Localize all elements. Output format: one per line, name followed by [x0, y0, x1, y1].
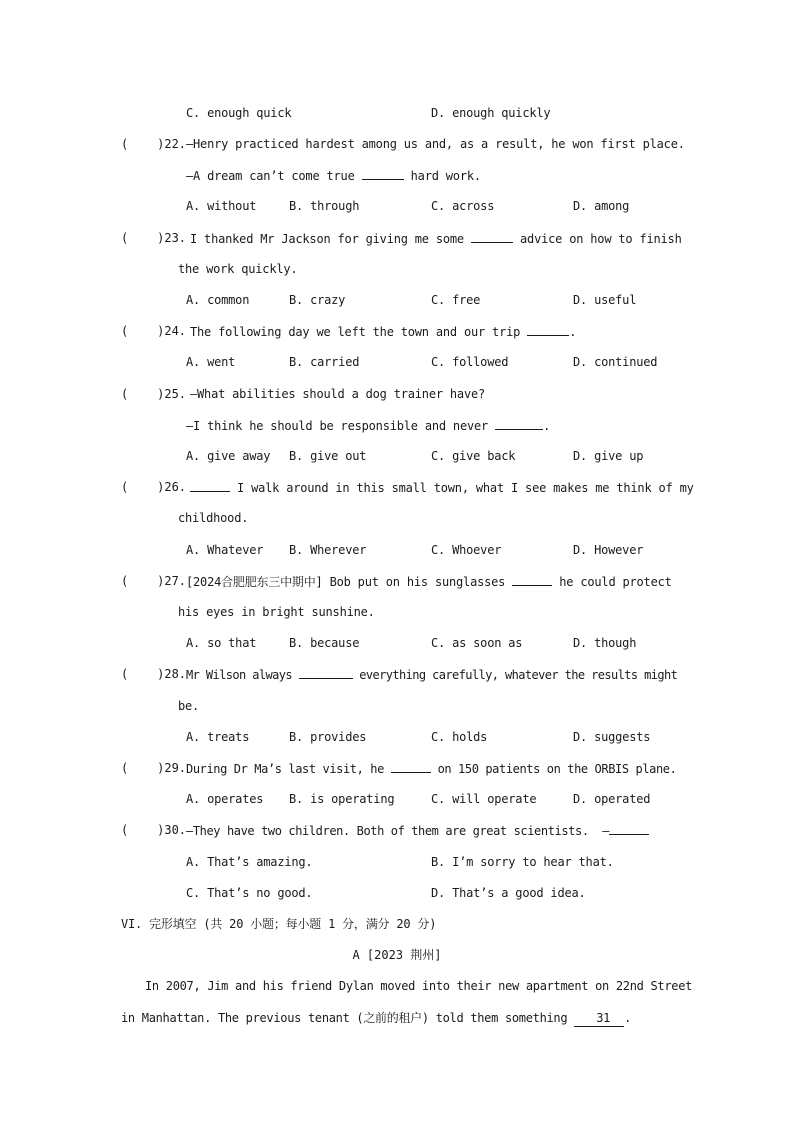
q22-option-b: B. through [289, 199, 360, 213]
q22-option-d: D. among [573, 199, 630, 213]
q27-stem-line2: his eyes in bright sunshine. [178, 605, 375, 619]
q27-blank [512, 573, 552, 586]
q28-stem-line2: be. [178, 699, 200, 713]
q25-option-c: C. give back [431, 449, 516, 463]
q27-stem: [2024合肥肥东三中期中] Bob put on his sunglasses he could protect [186, 575, 672, 589]
q25-blank [495, 417, 543, 430]
q23-option-d: D. useful [573, 293, 637, 307]
q23-stem: I thanked Mr Jackson for giving me some advice on how to finish [190, 232, 682, 246]
q30-stem: —They have two children. Both of them are great scientists. — [186, 822, 649, 839]
q30-option-a: A. That’s amazing. [186, 855, 313, 869]
q29-answer-bracket[interactable]: ( )29. [121, 761, 187, 775]
q22-blank [362, 167, 404, 180]
q23-answer-bracket[interactable]: ( )23. [121, 231, 187, 245]
q28-option-a: A. treats [186, 730, 250, 744]
q27-option-c: C. as soon as [431, 636, 523, 650]
q29-option-b: B. is operating [289, 792, 395, 806]
q29-option-c: C. will operate [431, 792, 537, 806]
q25-option-d: D. give up [573, 449, 644, 463]
q29-option-a: A. operates [186, 792, 264, 806]
passage-line-1: In 2007, Jim and his friend Dylan moved into their new apartment on 22nd Street [145, 979, 693, 993]
q25-stem-line2: —I think he should be responsible and never . [186, 419, 551, 433]
q24-blank [527, 323, 569, 336]
q28-blank [299, 666, 353, 679]
q28-option-d: D. suggests [573, 730, 651, 744]
q25-answer-bracket[interactable]: ( )25. [121, 387, 187, 401]
q30-option-d: D. That’s a good idea. [431, 886, 586, 900]
q30-blank [609, 822, 649, 835]
q22-option-a: A. without [186, 199, 257, 213]
q23-blank [471, 230, 513, 243]
q24-option-b: B. carried [289, 355, 360, 369]
q29-option-d: D. operated [573, 792, 651, 806]
q24-option-c: C. followed [431, 355, 509, 369]
passage-heading: A [2023 荆州] [352, 948, 442, 962]
q23-option-c: C. free [431, 293, 481, 307]
q26-option-c: C. Whoever [431, 543, 502, 557]
q23-stem-line2: the work quickly. [178, 262, 298, 276]
q27-option-a: A. so that [186, 636, 257, 650]
q25-stem: —What abilities should a dog trainer have? [190, 387, 486, 401]
q30-answer-bracket[interactable]: ( )30. [121, 823, 187, 837]
q26-option-a: A. Whatever [186, 543, 264, 557]
q22-stem: —Henry practiced hardest among us and, as a result, he won first place. [186, 137, 685, 151]
q27-option-b: B. because [289, 636, 360, 650]
q24-answer-bracket[interactable]: ( )24. [121, 324, 187, 338]
q22-stem-line2: —A dream can’t come true hard work. [186, 169, 481, 183]
q27-answer-bracket[interactable]: ( )27. [121, 574, 187, 588]
q26-option-d: D. However [573, 543, 644, 557]
q28-option-b: B. provides [289, 730, 367, 744]
q23-option-a: A. common [186, 293, 250, 307]
q30-option-b: B. I’m sorry to hear that. [431, 855, 614, 869]
section-title: VI. 完形填空 (共 20 小题；每小题 1 分，满分 20 分) [121, 917, 437, 931]
q26-option-b: B. Wherever [289, 543, 367, 557]
q24-option-d: D. continued [573, 355, 658, 369]
q21-option-d: D. enough quickly [431, 106, 551, 120]
q29-blank [391, 760, 431, 773]
q22-option-c: C. across [431, 199, 495, 213]
q30-option-c: C. That’s no good. [186, 886, 313, 900]
q25-option-a: A. give away [186, 449, 271, 463]
q22-answer-bracket[interactable]: ( )22. [121, 137, 187, 151]
q27-option-d: D. though [573, 636, 637, 650]
blank-31[interactable]: 31 [574, 1010, 624, 1027]
q24-stem: The following day we left the town and our trip . [190, 325, 577, 339]
q29-stem: During Dr Ma’s last visit, he on 150 patients on the ORBIS plane. [186, 762, 677, 776]
q28-stem: Mr Wilson always everything carefully, whatever the results might [186, 668, 678, 682]
q21-option-c: C. enough quick [186, 106, 292, 120]
passage-line-2: in Manhattan. The previous tenant (之前的租户) told them something 31 . [121, 1011, 632, 1025]
q25-option-b: B. give out [289, 449, 367, 463]
q26-stem: I walk around in this small town, what I see makes me think of my [190, 479, 694, 496]
q24-option-a: A. went [186, 355, 236, 369]
q23-option-b: B. crazy [289, 293, 346, 307]
q28-option-c: C. holds [431, 730, 488, 744]
q26-stem-line2: childhood. [178, 511, 249, 525]
q28-answer-bracket[interactable]: ( )28. [121, 667, 187, 681]
q26-answer-bracket[interactable]: ( )26. [121, 480, 187, 494]
q26-blank [190, 479, 230, 492]
